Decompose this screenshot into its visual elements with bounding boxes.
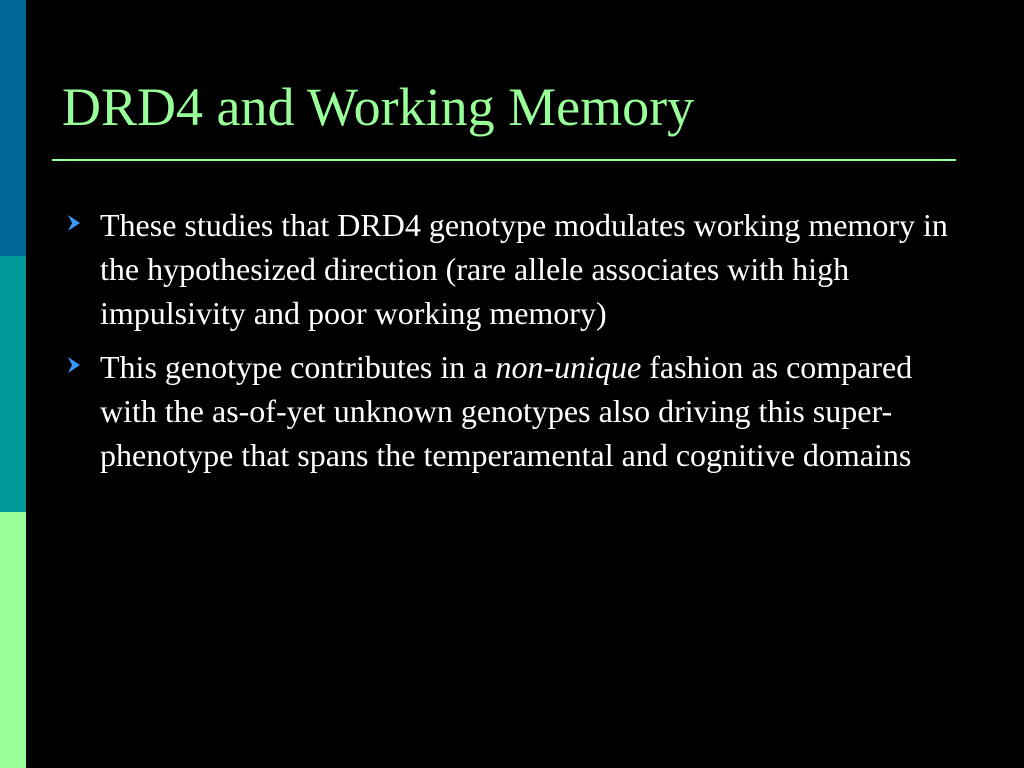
bullet-text	[100, 207, 948, 331]
side-bar-segment-top	[0, 0, 26, 256]
bullet-item	[62, 203, 962, 335]
arrowhead-bullet-icon	[66, 213, 82, 233]
title-underline-rule	[52, 159, 956, 161]
bullet-text-segment: This genotype contributes in a	[100, 349, 496, 385]
side-color-bar	[0, 0, 26, 768]
side-bar-segment-bottom	[0, 512, 26, 768]
slide-title: DRD4 and Working Memory	[62, 77, 695, 137]
bullet-text-segment: fashion as compared with the as-of-yet unknown genotypes also driving this super-phenotype that spans the temperamental and cognitive domains	[100, 349, 913, 473]
bullet-text-emphasis: non-unique	[495, 349, 642, 385]
bullet-text	[100, 349, 912, 473]
arrowhead-bullet-icon	[66, 355, 82, 375]
side-bar-segment-middle	[0, 256, 26, 512]
bullet-text-segment: These studies that DRD4 genotype modulates working memory in the hypothesized direction (rare allele associates with high impulsivity and poor working memory)	[100, 207, 948, 331]
bullet-list	[62, 203, 962, 487]
bullet-item	[62, 345, 962, 477]
